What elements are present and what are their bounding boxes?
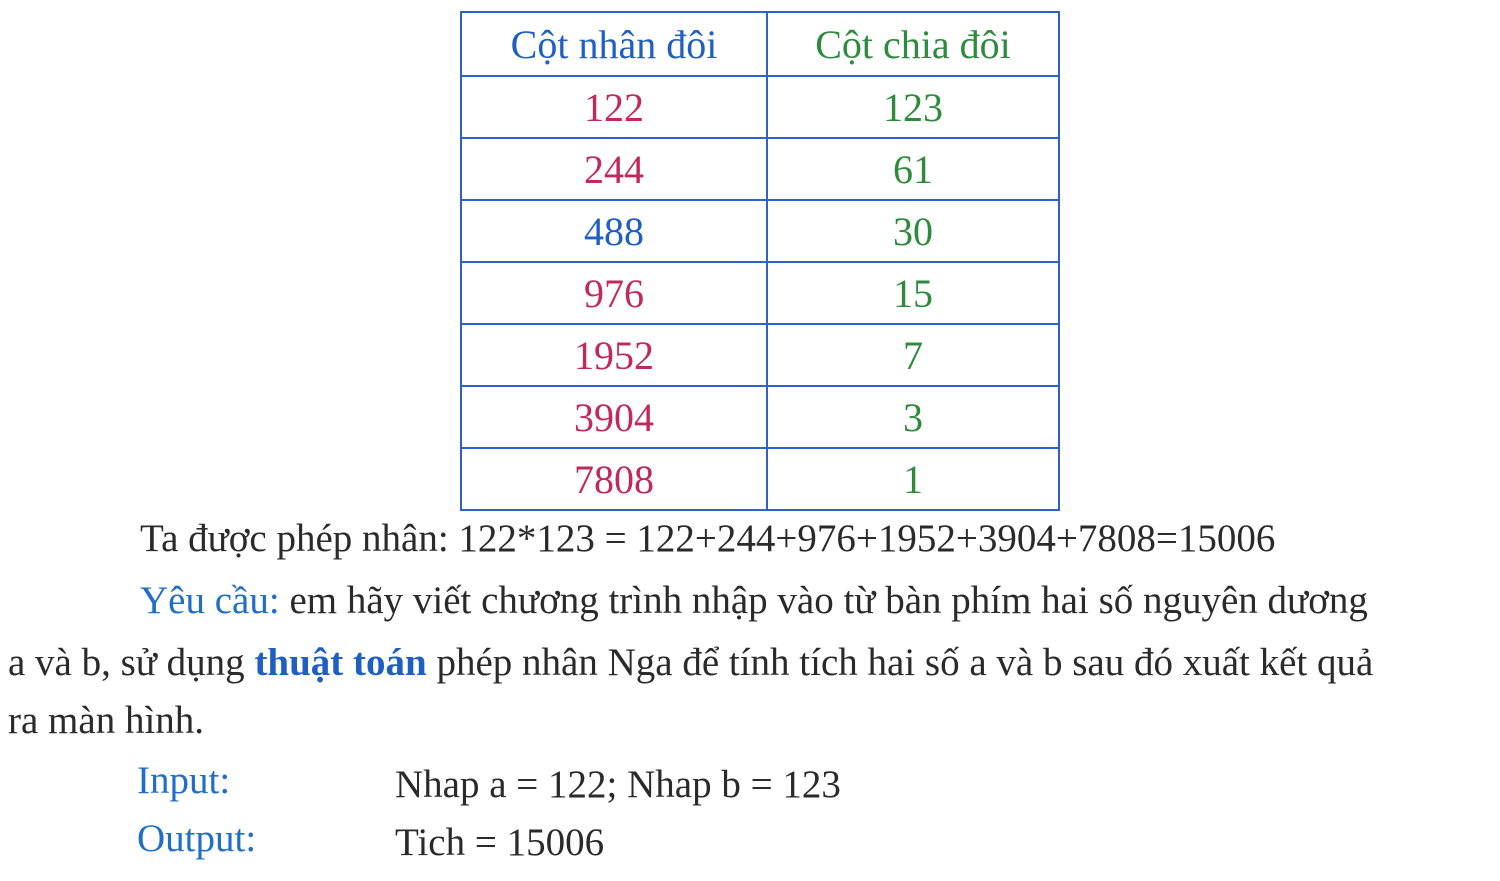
russian-multiplication-table <box>460 11 1060 511</box>
result-line: Ta được phép nhân: 122*123 = 122+244+976+1952+3904+7808=15006 <box>140 517 1276 560</box>
requirement-line-1 <box>140 578 1368 623</box>
doubling-cell: 3904 <box>461 386 767 448</box>
requirement-line-2 <box>8 640 1373 685</box>
table-row <box>461 200 1059 262</box>
doubling-cell: 976 <box>461 262 767 324</box>
table-header-row <box>461 12 1059 76</box>
doubling-cell: 7808 <box>461 448 767 510</box>
halving-cell: 123 <box>767 76 1059 138</box>
halving-cell: 7 <box>767 324 1059 386</box>
requirement-algorithm-term: thuật toán <box>254 641 427 684</box>
requirement-label: Yêu cầu: <box>140 579 280 622</box>
output-label: Output: <box>137 817 257 860</box>
doubling-cell: 244 <box>461 138 767 200</box>
doubling-cell: 122 <box>461 76 767 138</box>
halving-cell: 30 <box>767 200 1059 262</box>
halving-cell: 3 <box>767 386 1059 448</box>
header-halving-column: Cột chia đôi <box>767 12 1059 76</box>
requirement-text-2-suffix: phép nhân Nga để tính tích hai số a và b sau đó xuất kết quả <box>426 641 1374 684</box>
input-label: Input: <box>137 759 231 802</box>
halving-cell: 15 <box>767 262 1059 324</box>
requirement-text-2-prefix: a và b, sử dụng <box>8 641 255 684</box>
table-row <box>461 262 1059 324</box>
halving-cell: 1 <box>767 448 1059 510</box>
requirement-line-3: ra màn hình. <box>8 699 205 742</box>
doubling-cell: 1952 <box>461 324 767 386</box>
input-value: Nhap a = 122; Nhap b = 123 <box>395 763 841 806</box>
doubling-cell: 488 <box>461 200 767 262</box>
russian-multiplication-table-wrapper <box>460 11 1058 511</box>
table-row <box>461 448 1059 510</box>
table-row <box>461 386 1059 448</box>
table-row <box>461 138 1059 200</box>
output-value: Tich = 15006 <box>395 821 605 864</box>
header-doubling-column: Cột nhân đôi <box>461 12 767 76</box>
halving-cell: 61 <box>767 138 1059 200</box>
table-row <box>461 324 1059 386</box>
requirement-text-1: em hãy viết chương trình nhập vào từ bàn phím hai số nguyên dương <box>279 579 1368 622</box>
table-row <box>461 76 1059 138</box>
